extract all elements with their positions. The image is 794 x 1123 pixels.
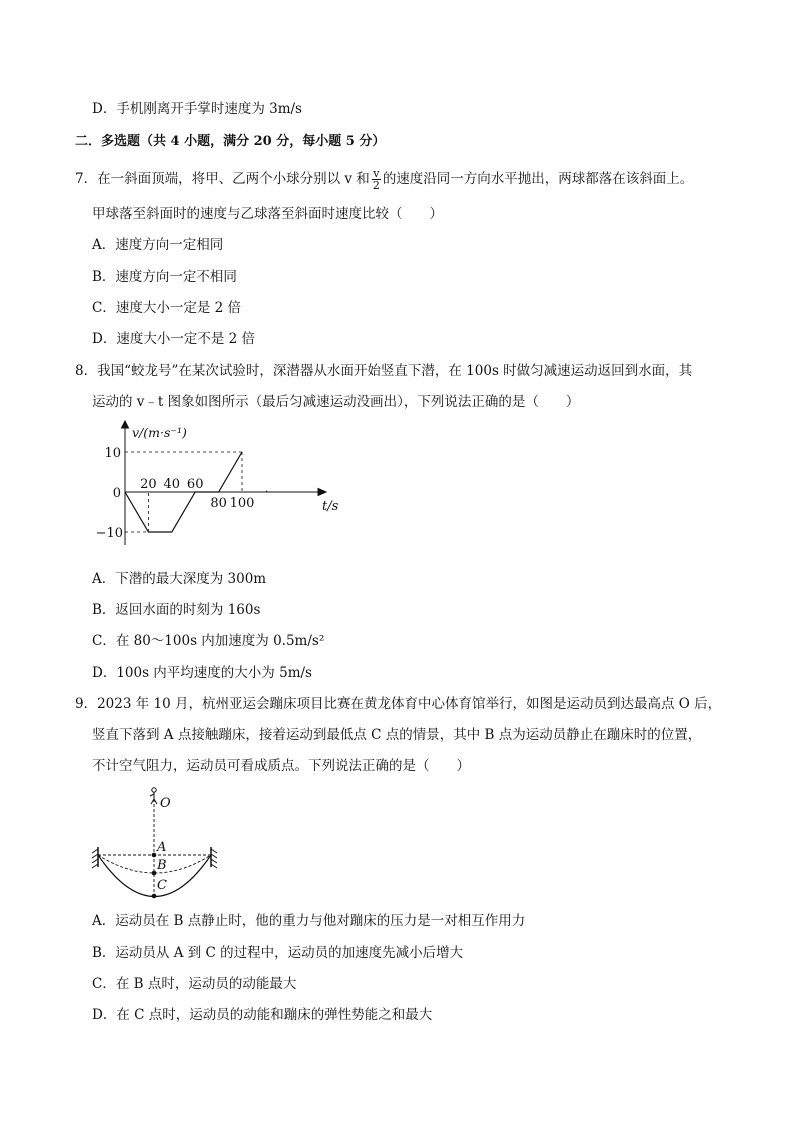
section-title: 二．多选题（共 4 小题，满分 20 分，每小题 5 分）: [75, 134, 386, 149]
right-hatch: [211, 849, 217, 868]
y-tick-label: −10: [95, 526, 123, 541]
q7-frac-den: 2: [372, 179, 380, 192]
q7-stem-a: 7．在一斜面顶端，将甲、乙两个小球分别以 v 和: [75, 171, 370, 187]
q9-stem-line2: 竖直下落到 A 点接触蹦床，接着运动到最低点 C 点的情景，其中 B 点为运动员静止在蹦床时的位置，: [92, 727, 702, 743]
q8-option-a: A．下潜的最大深度为 300m: [92, 571, 267, 587]
q7-fraction: [372, 168, 381, 191]
q7-option-b: B．速度方向一定不相同: [92, 269, 237, 285]
q9-option-c: C．在 B 点时，运动员的动能最大: [92, 976, 297, 992]
x-axis-arrow: [318, 489, 326, 496]
label-a: A: [157, 840, 167, 855]
stray-dot: .: [265, 484, 269, 495]
y-axis-label: v/(m·s⁻¹): [132, 425, 187, 440]
x-tick-label: 40: [163, 477, 181, 492]
point-b: [152, 871, 157, 876]
y-axis-arrow: [122, 421, 129, 428]
x-tick-label: 80: [210, 496, 227, 511]
x-tick-label: 60: [186, 477, 204, 492]
option-d-prev: D．手机刚离开手掌时速度为 3m/s: [92, 101, 302, 117]
x-tick-label: 100: [229, 496, 255, 511]
q7-stem-line1: [75, 168, 693, 191]
x-tick-label: 20: [140, 477, 157, 492]
q7-option-d: D．速度大小一定不是 2 倍: [92, 331, 255, 347]
net-level-c: [98, 855, 211, 897]
q9-option-a: A．运动员在 B 点静止时，他的重力与他对蹦床的压力是一对相互作用力: [92, 913, 526, 929]
left-hatch: [92, 849, 98, 868]
y-tick-label: 10: [104, 446, 121, 461]
q7-stem-line2: 甲球落至斜面时的速度与乙球落至斜面时速度比较（ ）: [92, 206, 443, 222]
q9-stem-line1: 9．2023 年 10 月，杭州亚运会蹦床项目比赛在黄龙体育中心体育馆举行，如图是运动员到达最高点 O 后，: [75, 696, 722, 712]
q8-option-c: C．在 80～100s 内加速度为 0.5m/s²: [92, 633, 325, 649]
q7-frac-num: v: [373, 167, 380, 180]
q7-stem-b: 的速度沿同一方向水平抛出，两球都落在该斜面上。: [382, 171, 694, 187]
q7-option-c: C．速度大小一定是 2 倍: [92, 300, 242, 316]
trampoline-diagram: [88, 785, 228, 905]
q9-option-b: B．运动员从 A 到 C 的过程中，运动员的加速度先减小后增大: [92, 945, 464, 961]
q7-option-a: A．速度方向一定相同: [92, 237, 224, 253]
label-c: C: [157, 878, 167, 893]
q9-option-d: D．在 C 点时，运动员的动能和蹦床的弹性势能之和最大: [92, 1007, 433, 1023]
q9-stem-line3: 不计空气阻力，运动员可看成质点。下列说法正确的是（ ）: [92, 758, 470, 774]
net-level-b: [98, 855, 211, 873]
label-b: B: [157, 858, 167, 873]
point-a: [152, 853, 157, 858]
y-tick-label: 0: [112, 486, 121, 501]
point-c: [152, 894, 157, 899]
q8-stem-line1: 8．我国“蛟龙号”在某次试验时，深潜器从水面开始竖直下潜，在 100s 时做匀减速运动返回到水面，其: [75, 363, 693, 379]
q8-option-d: D．100s 内平均速度的大小为 5m/s: [92, 665, 312, 681]
vt-chart: [95, 420, 360, 550]
athlete-icon: [150, 788, 157, 804]
label-o: O: [160, 796, 171, 811]
x-axis-label: t/s: [322, 499, 339, 514]
q8-option-b: B．返回水面的时刻为 160s: [92, 602, 261, 618]
q8-stem-line2: 运动的 v﹣t 图象如图所示（最后匀减速运动没画出），下列说法正确的是（ ）: [92, 394, 580, 410]
